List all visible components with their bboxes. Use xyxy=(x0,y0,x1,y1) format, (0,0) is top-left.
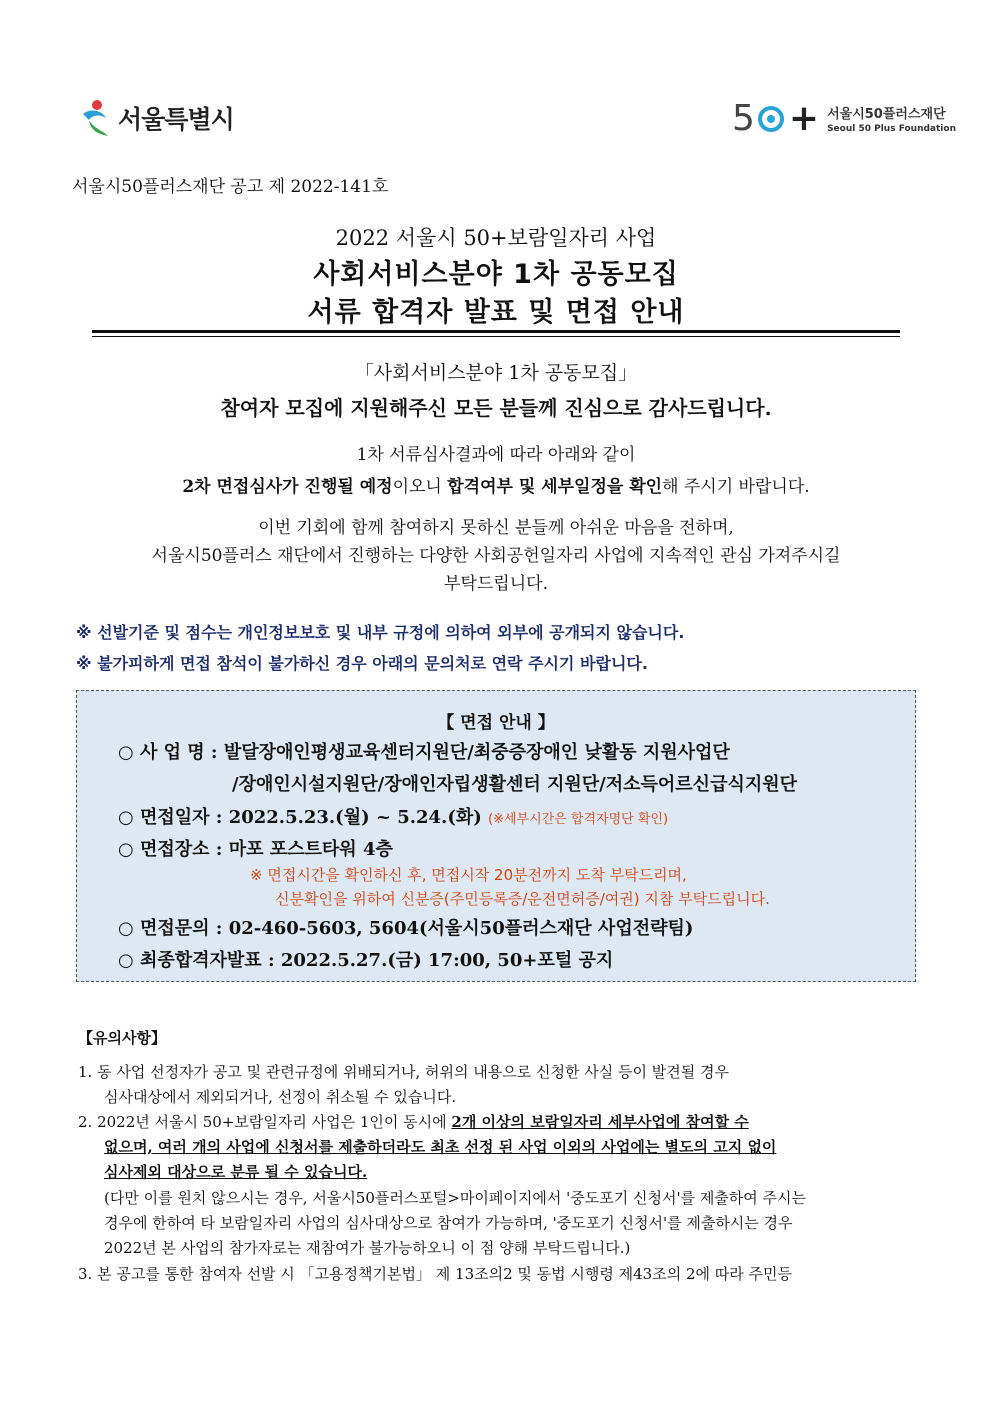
fifty-plus-number: 5 xyxy=(732,98,755,139)
caution-item-1-line-2: 심사대상에서 제외되거나, 선정이 취소될 수 있습니다. xyxy=(104,1088,457,1106)
interview-note-2: 신분확인을 위하여 신분증(주민등록증/운전면허증/여권) 지참 부탁드립니다. xyxy=(275,890,770,908)
notice-mark-2: ※ 불가피하게 면접 참석이 불가하신 경우 아래의 문의처로 연락 주시기 바랍니다. xyxy=(76,654,648,673)
caution-item-2-line-5: 경우에 한하여 타 보람일자리 사업의 심사대상으로 참여가 가능하며, '중도포기 신청서'를 제출하시는 경우 xyxy=(104,1214,793,1232)
page-title xyxy=(0,256,992,332)
caution-item-2-line-2: 없으며, 여러 개의 사업에 신청서를 제출하더라도 최초 선정 된 사업 이외의 사업에는 별도의 고지 없이 xyxy=(104,1138,777,1156)
plus-icon: + xyxy=(788,98,820,139)
intro-paragraph-1: 1차 서류심사결과에 따라 아래와 같이 xyxy=(356,445,636,465)
seoul-50plus-logo xyxy=(732,98,956,139)
title-rule-thin xyxy=(92,336,900,337)
thanks-line-2: 참여자 모집에 지원해주신 모든 분들께 진심으로 감사드립니다. xyxy=(220,396,772,420)
foundation-name-ko: 서울시50플러스재단 xyxy=(827,107,946,122)
final-announcement: ○ 최종합격자발표 : 2022.5.27.(금) 17:00, 50+포털 공지 xyxy=(118,950,614,971)
interview-date xyxy=(118,803,668,829)
notice-number: 서울시50플러스재단 공고 제 2022-141호 xyxy=(72,177,389,197)
title-rule-thick xyxy=(92,330,900,333)
subtitle: 2022 서울시 50+보람일자리 사업 xyxy=(335,226,657,250)
caution-item-3-line-1: 3. 본 공고를 통한 참여자 선발 시 「고용정책기본법」 제 13조의2 및 동법 시행령 제43조의 2에 따라 주민등 xyxy=(78,1265,792,1283)
title-line-1: 사회서비스분야 1차 공동모집 xyxy=(313,259,679,290)
title-line-2: 서류 합격자 발표 및 면접 안내 xyxy=(307,297,685,328)
check-result-text: 합격여부 및 세부일정을 확인 xyxy=(447,477,663,497)
para2-text-1: 이오니 xyxy=(392,477,448,497)
caution-item-2-line-4: (다만 이를 원치 않으시는 경우, 서울시50플러스포털>마이페이지에서 '중도포기 신청서'를 제출하여 주시는 xyxy=(104,1189,807,1207)
para3-line-1: 이번 기회에 함께 참여하지 못하신 분들께 아쉬운 마음을 전하며, xyxy=(258,518,734,538)
caution-item-2-line-6: 2022년 본 사업의 참가자로는 재참여가 불가능하오니 이 점 양해 부탁드립니다.) xyxy=(104,1239,631,1257)
interview-box-title: 【 면접 안내 】 xyxy=(437,713,555,733)
caution-item-2-line-3: 심사제외 대상으로 분류 될 수 있습니다. xyxy=(104,1163,368,1181)
business-name-line-2: /장애인시설지원단/장애인자립생활센터 지원단/저소득어르신급식지원단 xyxy=(232,774,798,795)
interview-scheduled-text: 2차 면접심사가 진행될 예정 xyxy=(182,477,393,497)
caution-item-1-line-1: 1. 동 사업 선정자가 공고 및 관련규정에 위배되거나, 허위의 내용으로 신청한 사실 등이 발견될 경우 xyxy=(78,1063,729,1081)
intro-paragraph-2 xyxy=(0,472,992,497)
interview-contact: ○ 면접문의 : 02-460-5603, 5604(서울시50플러스재단 사업전략팀) xyxy=(118,918,694,939)
para3-line-3: 부탁드립니다. xyxy=(444,574,548,594)
seoul-city-logo-text: 서울특별시 xyxy=(118,105,234,134)
caution-item-2-text: 2. 2022년 서울시 50+보람일자리 사업은 1인이 동시에 xyxy=(78,1113,452,1131)
interview-date-text: ○ 면접일자 : 2022.5.23.(월) ~ 5.24.(화) xyxy=(118,807,489,828)
caution-item-2-line-1 xyxy=(78,1110,749,1135)
seoul-city-logo xyxy=(80,98,234,138)
interview-note-1: ※ 면접시간을 확인하신 후, 면접시작 20분전까지 도착 부탁드리며, xyxy=(250,866,687,884)
foundation-name-en: Seoul 50 Plus Foundation xyxy=(827,124,956,134)
seoul-emblem-icon xyxy=(80,98,112,138)
thanks-line-1: 「사회서비스분야 1차 공동모집」 xyxy=(354,362,638,384)
para3-line-2: 서울시50플러스 재단에서 진행하는 다양한 사회공헌일자리 사업에 지속적인 관심 가져주시길 xyxy=(151,546,841,566)
intro-paragraph-3 xyxy=(0,514,992,598)
notice-mark-1: ※ 선발기준 및 점수는 개인정보보호 및 내부 규정에 의하여 외부에 공개되지 않습니다. xyxy=(76,623,685,642)
business-name-line-1: ○ 사 업 명 : 발달장애인평생교육센터지원단/최중증장애인 낮활동 지원사업단 xyxy=(118,742,730,763)
interview-place: ○ 면접장소 : 마포 포스트타워 4층 xyxy=(118,839,393,860)
caution-item-2-emphasis: 2개 이상의 보람일자리 세부사업에 참여할 수 xyxy=(451,1113,749,1131)
fifty-plus-mark xyxy=(732,98,819,139)
fifty-plus-ring-icon xyxy=(758,106,784,132)
cautions-heading: 【유의사항】 xyxy=(78,1029,166,1047)
para2-text-2: 해 주시기 바랍니다. xyxy=(662,477,810,497)
interview-date-note: (※세부시간은 합격자명단 확인) xyxy=(488,812,669,827)
